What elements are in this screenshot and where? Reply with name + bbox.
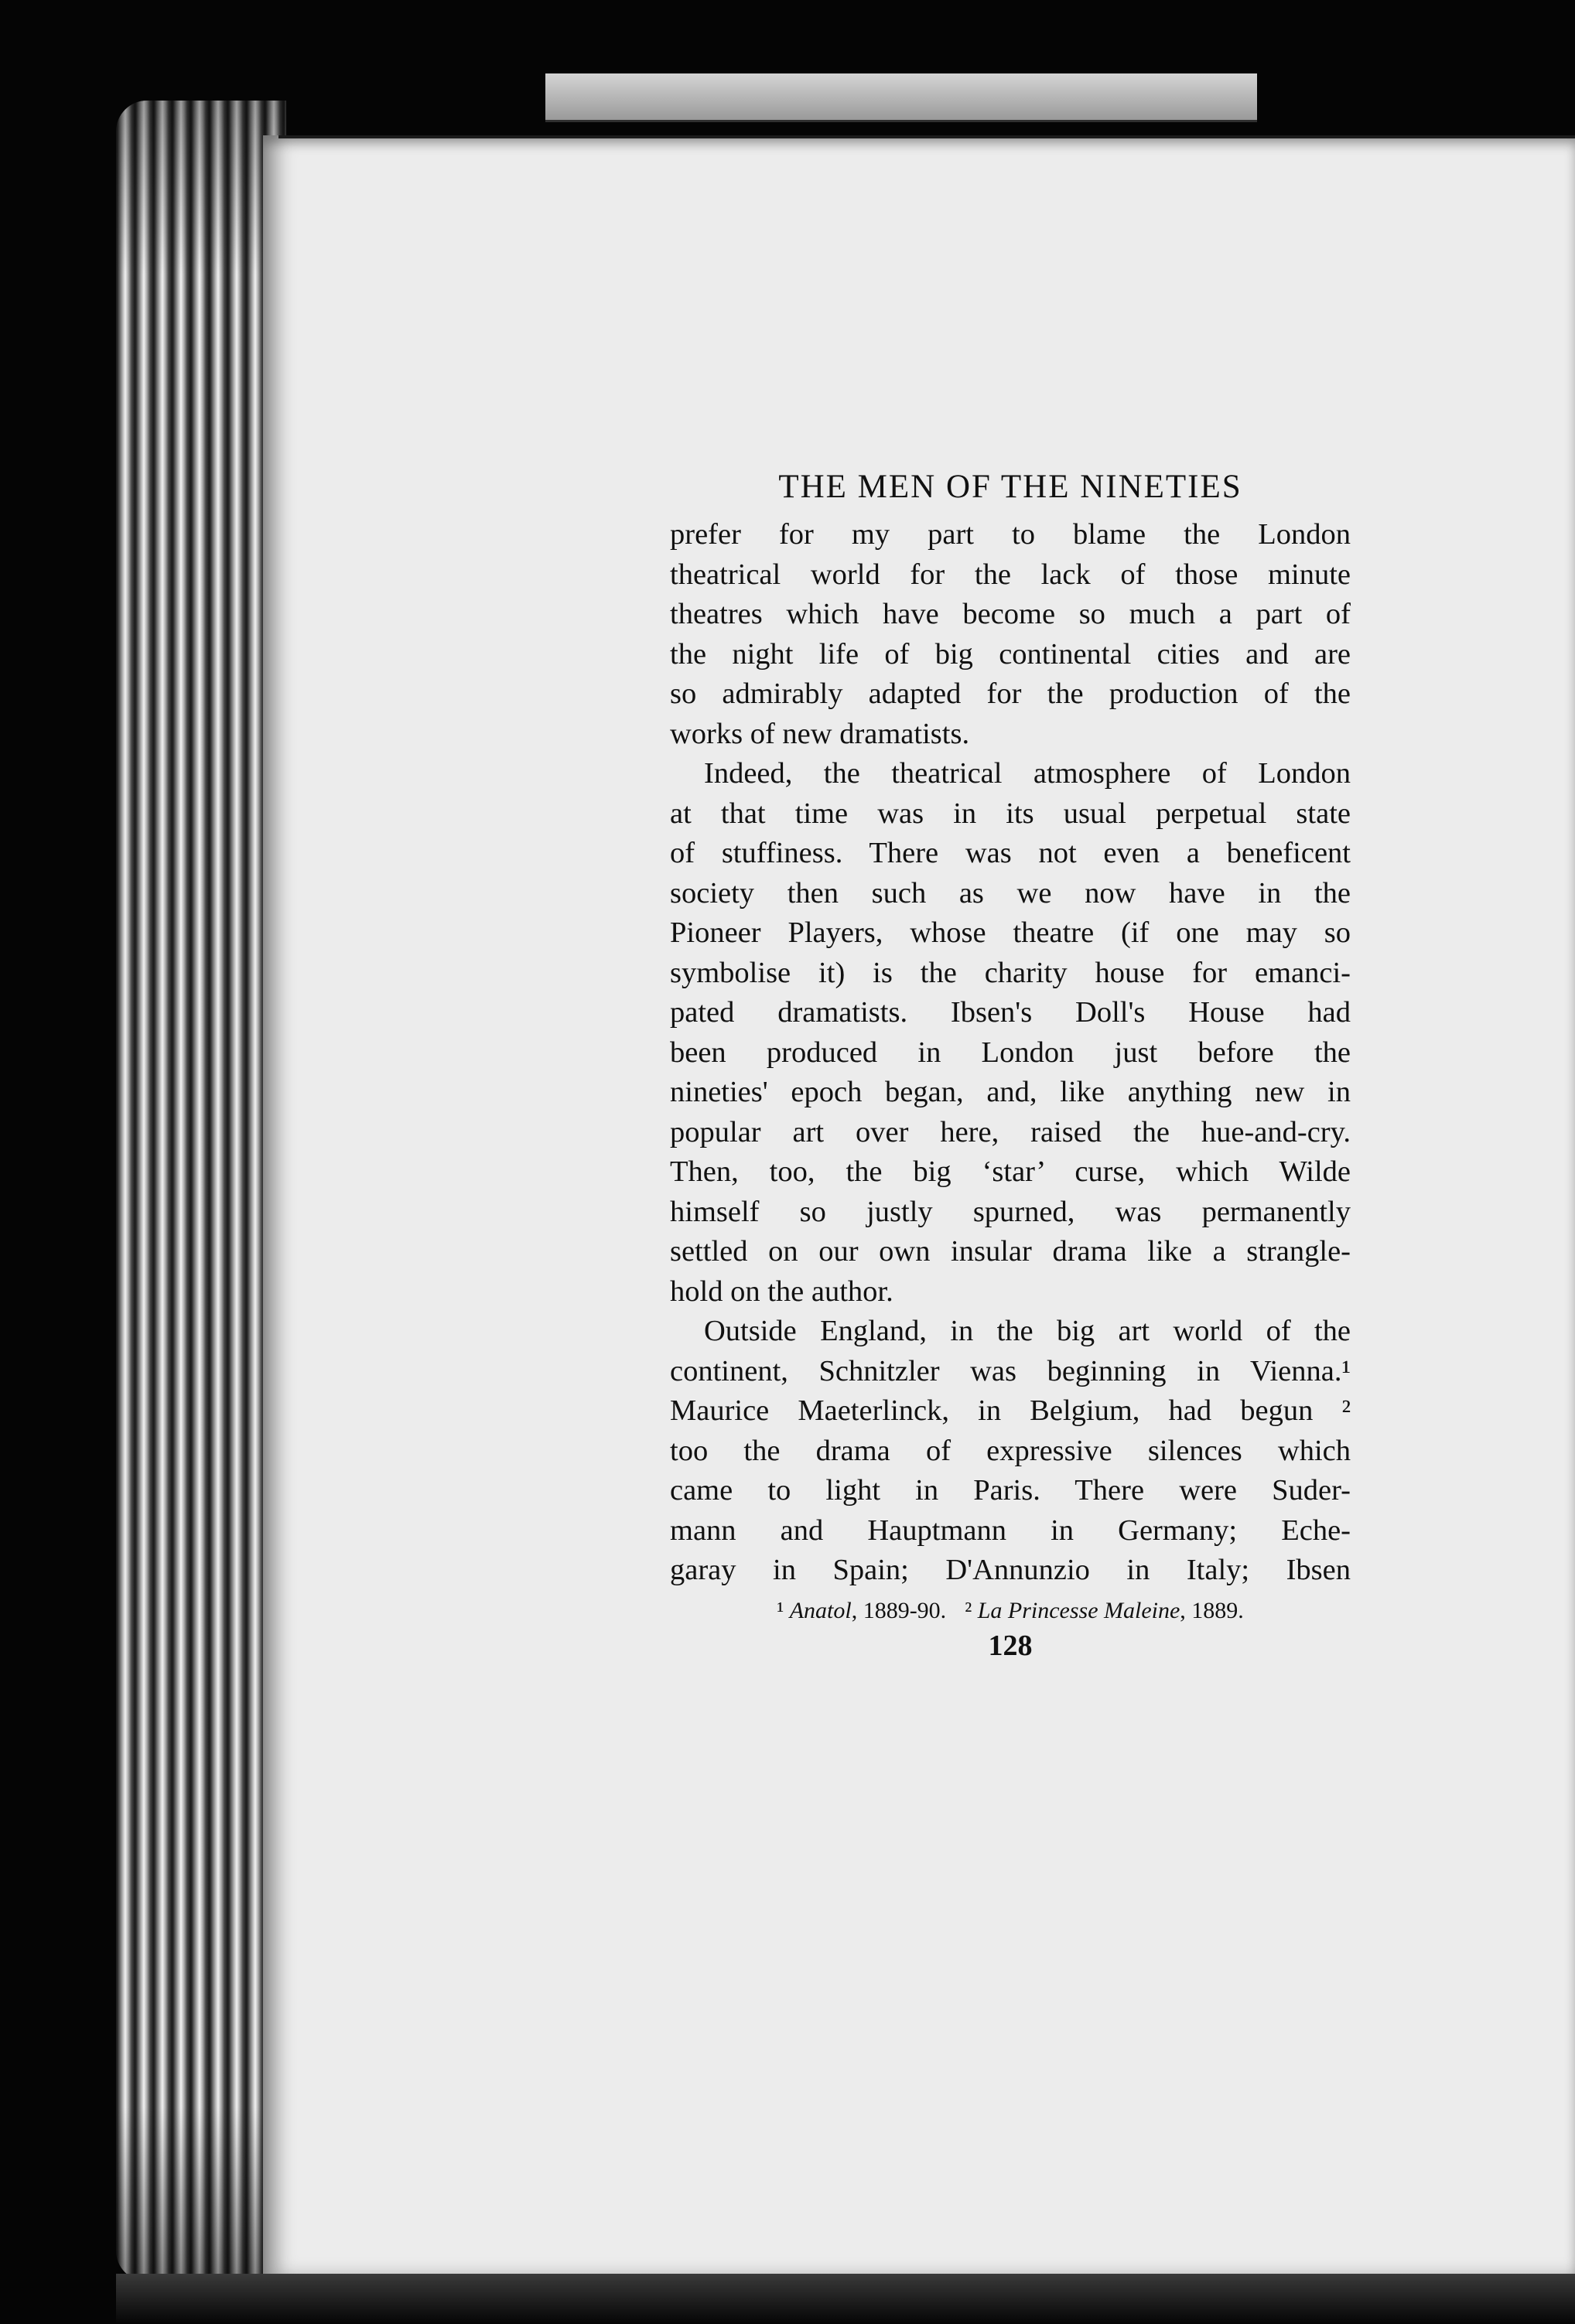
text-line: nineties' epoch began, and, like anything new in [670, 1076, 1351, 1108]
body-text [670, 515, 1351, 1591]
footnote-year: , 1889. [1180, 1597, 1244, 1623]
text-line: settled on our own insular drama like a strangle- [670, 1235, 1351, 1268]
footnote [777, 1598, 946, 1623]
text-line: Outside England, in the big art world of the [704, 1315, 1351, 1347]
text-line: too the drama of expressive silences which [670, 1434, 1351, 1467]
text-line: Pioneer Players, whose theatre (if one may so [670, 916, 1351, 949]
text-line: mann and Hauptmann in Germany; Eche- [670, 1514, 1351, 1547]
text-line: Then, too, the big ‘star’ curse, which Wilde [670, 1155, 1351, 1188]
text-line: came to light in Paris. There were Suder- [670, 1474, 1351, 1507]
film-tab-strip [545, 73, 1257, 122]
footnote-year: , 1889-90. [851, 1597, 947, 1623]
text-line: Maurice Maeterlinck, in Belgium, had begun ² [670, 1394, 1351, 1427]
text-line: popular art over here, raised the hue-and-cry. [670, 1115, 1351, 1148]
text-line: hold on the author. [670, 1275, 893, 1308]
text-line: himself so justly spurned, was permanently [670, 1195, 1351, 1228]
text-line: theatres which have become so much a part of [670, 598, 1351, 630]
text-line: theatrical world for the lack of those minute [670, 558, 1351, 591]
text-line: pated dramatists. Ibsen's Doll's House had [670, 996, 1351, 1029]
text-line: continent, Schnitzler was beginning in Vienna.¹ [670, 1354, 1351, 1387]
footnote-mark: ² [965, 1597, 972, 1623]
footnote [965, 1598, 1244, 1623]
text-line: society then such as we now have in the [670, 876, 1351, 909]
footnote-title: Anatol [789, 1597, 852, 1623]
text-line: of stuffiness. There was not even a beneficent [670, 837, 1351, 869]
footnote-mark: ¹ [777, 1597, 784, 1623]
bottom-shadow [116, 2274, 1575, 2324]
text-block [670, 464, 1351, 1665]
page-number: 128 [988, 1629, 1033, 1662]
text-line: been produced in London just before the [670, 1036, 1351, 1069]
page-edges [116, 101, 286, 2281]
text-line: prefer for my part to blame the London [670, 518, 1351, 551]
footnote-title: La Princesse Maleine [977, 1597, 1180, 1623]
footnotes [670, 1595, 1351, 1626]
text-line: the night life of big continental cities and are [670, 637, 1351, 671]
text-line: symbolise it) is the charity house for emanci- [670, 956, 1351, 989]
text-line: garay in Spain; D'Annunzio in Italy; Ibsen [670, 1554, 1351, 1586]
text-line: so admirably adapted for the production of the [670, 677, 1351, 710]
text-line: Indeed, the theatrical atmosphere of London [704, 757, 1351, 790]
text-line: at that time was in its usual perpetual state [670, 797, 1351, 830]
running-head: THE MEN OF THE NINETIES [778, 469, 1242, 505]
text-line: works of new dramatists. [670, 717, 970, 750]
